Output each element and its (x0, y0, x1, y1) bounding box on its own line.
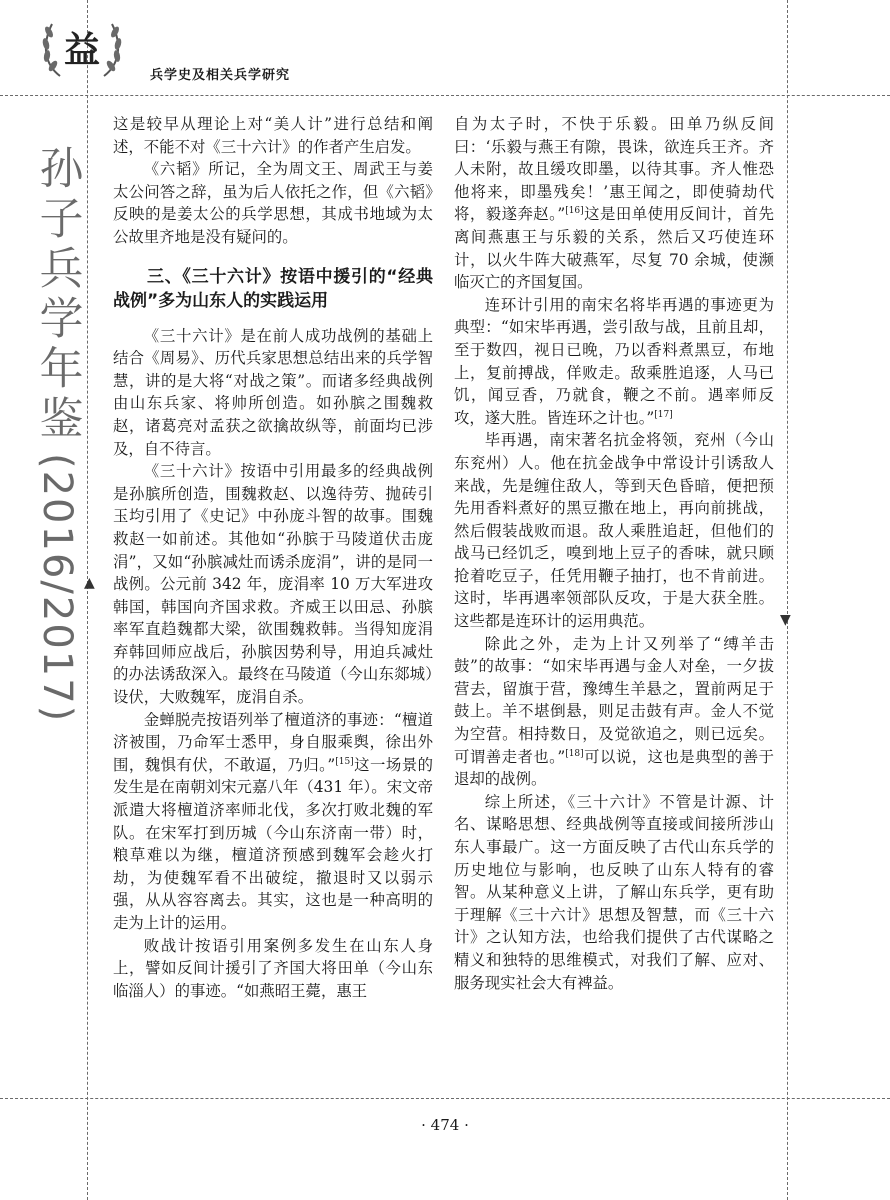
paragraph (113, 709, 433, 935)
logo-glyph: 益 (63, 30, 101, 71)
citation-ref: [17] (654, 409, 673, 420)
paragraph (454, 113, 774, 294)
header-title: 兵学史及相关兵学研究 (150, 68, 291, 83)
paragraph: 这是较早从理论上对“美人计”进行总结和阐述，不能不对《三十六计》的作者产生启发。 (113, 115, 433, 156)
left-marker-icon: ▲ (84, 575, 95, 591)
paragraph (454, 294, 774, 430)
laurel-logo (36, 14, 128, 84)
sidebar (32, 145, 82, 723)
right-marker-icon: ▼ (780, 612, 791, 628)
paragraph-text: 金蝉脱壳按语列举了檀道济的事迹：“檀道济被围，乃命军士悉甲，身自服乘舆，徐出外围，魏惧有伏，不敢逼，乃归。” (113, 710, 433, 774)
bottom-guide-line (0, 1098, 890, 1099)
page-number: · 474 · (421, 1116, 469, 1134)
paragraph-text: 可以说，这也是典型的善于退却的战例。 (454, 747, 774, 789)
paragraph: 毕再遇，南宋著名抗金将领，兖州（今山东兖州）人。他在抗金战争中常设计引诱敌人来战，先是缠住敌人，等到天色昏暗，便把预先用香料煮好的黑豆撒在地上，再向前挑战，然后假装战败而退。敌人乘胜追赶，但他们的战马已经饥乏，嗅到地上豆子的香味，就只顾抢着吃豆子，任凭用鞭子抽打，也不肯前进。这时，毕再遇率领部队反攻，于是大获全胜。这些都是连环计的运用典范。 (454, 431, 774, 631)
right-column (454, 113, 774, 994)
paragraph-text: 除此之外，走为上计又列举了“缚羊击鼓”的故事：“如宋毕再遇与金人对垒，一夕拔营去，留旗于营，豫缚生羊悬之，置前两足于鼓上。羊不堪倒悬，则足击鼓有声。金人不觉为空营。相持数日，及觉欲追之，则已远矣。可谓善走者也。” (454, 634, 774, 766)
paragraph-text: 连环计引用的南宋名将毕再遇的事迹更为典型：“如宋毕再遇，尝引敌与战，且前且却，至于数四，视日已晚，乃以香料煮黑豆，布地上，复前搏战，佯败走。敌乘胜追逐，人马已饥，闻豆香，乃就食，鞭之不前。遇率师反攻，遂大胜。皆连环之计也。” (454, 295, 774, 427)
paragraph-text: 自为太子时，不快于乐毅。田单乃纵反间曰：‘乐毅与燕王有隙，畏诛，欲连兵王齐。齐人未附，故且缓攻即墨，以待其事。齐人惟恐他将来，即墨残矣！’惠王闻之，即使骑劫代将，毅遂奔赵。” (454, 115, 774, 224)
citation-ref: [16] (565, 206, 584, 217)
left-column (113, 113, 433, 1002)
sidebar-year: (2016/2017) (34, 453, 80, 724)
top-guide-line (0, 95, 890, 96)
paragraph-text: 这是田单使用反间计，首先离间燕惠王与乐毅的关系，然后又巧使连环计，以火牛阵大破燕军，尽复 70 余城，使濒临灭亡的齐国复国。 (454, 205, 774, 292)
paragraph: 《三十六计》按语中引用最多的经典战例是孙膑所创造，围魏救赵、以逸待劳、抛砖引玉均引用了《史记》中孙庞斗智的故事。围魏救赵一如前述。其他如“孙膑于马陵道伏击庞涓”，又如“孙膑减灶而诱杀庞涓”，讲的是同一战例。公元前 342 年，庞涓率 10 万大军进攻韩国，韩国向齐国求救。齐威王以田忌、孙膑率军直趋魏都大梁，欲围魏救韩。当得知庞涓弃韩回师应战后，孙膑因势利导，用迫兵减灶的办法诱敌深入。最终在马陵道（今山东郯城）设伏，大败魏军，庞涓自杀。 (113, 462, 433, 707)
sidebar-title: 孙子兵学年鉴 (31, 145, 83, 445)
section-heading: 三、《三十六计》按语中援引的“经典战例”多为山东人的实践运用 (113, 266, 433, 311)
paragraph: 败战计按语引用案例多发生在山东人身上，譬如反间计援引了齐国大将田单（今山东临淄人）的事迹。“如燕昭王薨，惠王 (113, 936, 433, 1000)
paragraph (454, 633, 774, 791)
citation-ref: [18] (565, 748, 584, 759)
right-guide-line (787, 0, 788, 1200)
citation-ref: [15] (335, 756, 354, 767)
paragraph: 《六韬》所记，全为周文王、周武王与姜太公问答之辞，虽为后人依托之作，但《六韬》反映的是姜太公的兵学思想，其成书地域为太公故里齐地是没有疑问的。 (113, 160, 433, 246)
left-guide-line (87, 0, 88, 1200)
paragraph: 综上所述，《三十六计》不管是计源、计名、谋略思想、经典战例等直接或间接所涉山东人事最广。这一方面反映了古代山东兵学的历史地位与影响，也反映了山东人特有的睿智。从某种意义上讲，了解山东兵学，更有助于理解《三十六计》思想及智慧，而《三十六计》之认知方法，也给我们提供了古代谋略之精义和独特的思维模式，对我们了解、应对、服务现实社会大有裨益。 (454, 792, 774, 992)
paragraph-text: 这一场景的发生是在南朝刘宋元嘉八年（431 年）。宋文帝派遣大将檀道济率师北伐，多次打败北魏的军队。在宋军打到历城（今山东济南一带）时，粮草难以为继，檀道济预感到魏军会趁火打劫，为使魏军看不出破绽，撤退时又以弱示强，从从容容离去。其实，这也是一种高明的走为上计的运用。 (113, 755, 433, 932)
paragraph: 《三十六计》是在前人成功战例的基础上结合《周易》、历代兵家思想总结出来的兵学智慧，讲的是大将“对战之策”。而诸多经典战例由山东兵家、将帅所创造。如孙膑之围魏救赵，诸葛亮对孟获之欲擒故纵等，前面均已涉及，自不待言。 (113, 326, 433, 458)
